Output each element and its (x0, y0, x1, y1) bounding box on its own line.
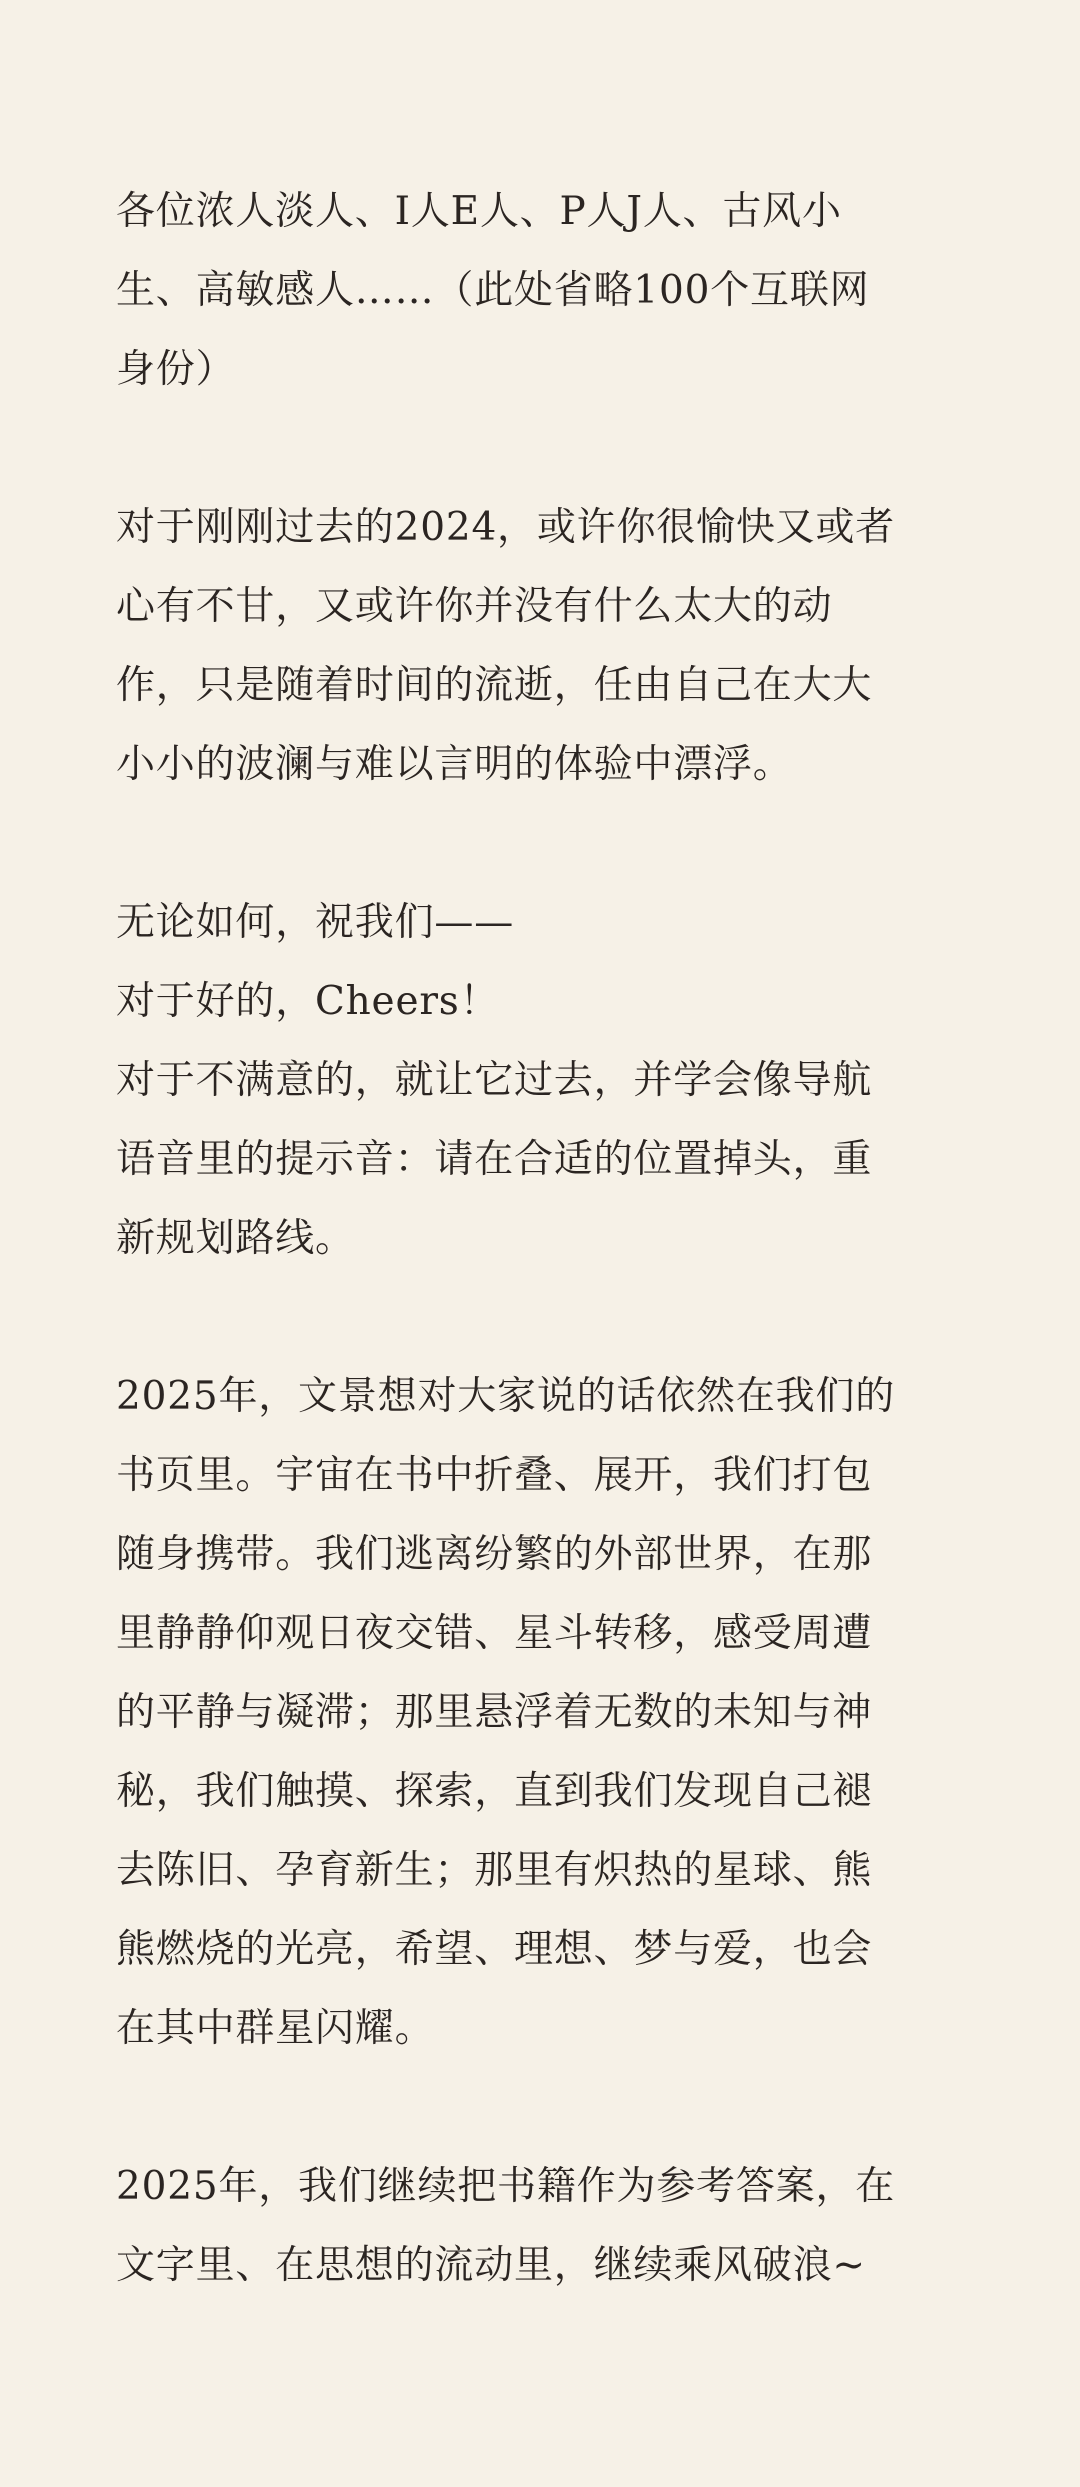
text-line: 对于刚刚过去的2024，或许你很愉快又或者 (116, 505, 896, 550)
text-line: 语音里的提示音：请在合适的位置掉头，重 (116, 1137, 873, 1182)
text-line: 的平静与凝滞；那里悬浮着无数的未知与神 (116, 1690, 873, 1735)
text-line: 生、高敏感人……（此处省略100个互联网 (116, 268, 870, 313)
paragraph-wishes (116, 883, 966, 1278)
text-line: 小小的波澜与难以言明的体验中漂浮。 (116, 742, 793, 787)
text-line: 各位浓人淡人、I人E人、P人J人、古风小 (116, 189, 842, 234)
text-line: 对于好的，Cheers！ (116, 979, 500, 1024)
text-line: 新规划路线。 (116, 1216, 355, 1261)
text-line: 2025年，文景想对大家说的话依然在我们的 (116, 1374, 896, 1419)
text-line: 对于不满意的，就让它过去，并学会像导航 (116, 1058, 873, 1103)
text-line: 去陈旧、孕育新生；那里有炽热的星球、熊 (116, 1848, 873, 1893)
paragraph-identities (116, 172, 966, 409)
text-line: 在其中群星闪耀。 (116, 2006, 435, 2051)
article-body (116, 172, 966, 2384)
text-line: 心有不甘，又或许你并没有什么太大的动 (116, 584, 833, 629)
text-line: 里静静仰观日夜交错、星斗转移，感受周遭 (116, 1611, 873, 1656)
paragraph-2025-closing (116, 2147, 966, 2305)
text-line: 秘，我们触摸、探索，直到我们发现自己褪 (116, 1769, 873, 1814)
text-line: 熊燃烧的光亮，希望、理想、梦与爱，也会 (116, 1927, 873, 1972)
paragraph-books-universe (116, 1357, 966, 2068)
text-line: 2025年，我们继续把书籍作为参考答案，在 (116, 2164, 896, 2209)
text-line: 文字里、在思想的流动里，继续乘风破浪~ (116, 2243, 866, 2288)
text-line: 书页里。宇宙在书中折叠、展开，我们打包 (116, 1453, 873, 1498)
text-line: 无论如何，祝我们—— (116, 900, 515, 945)
paragraph-2024-reflection (116, 488, 966, 804)
text-line: 身份） (116, 347, 236, 392)
text-line: 随身携带。我们逃离纷繁的外部世界，在那 (116, 1532, 873, 1577)
text-line: 作，只是随着时间的流逝，任由自己在大大 (116, 663, 873, 708)
